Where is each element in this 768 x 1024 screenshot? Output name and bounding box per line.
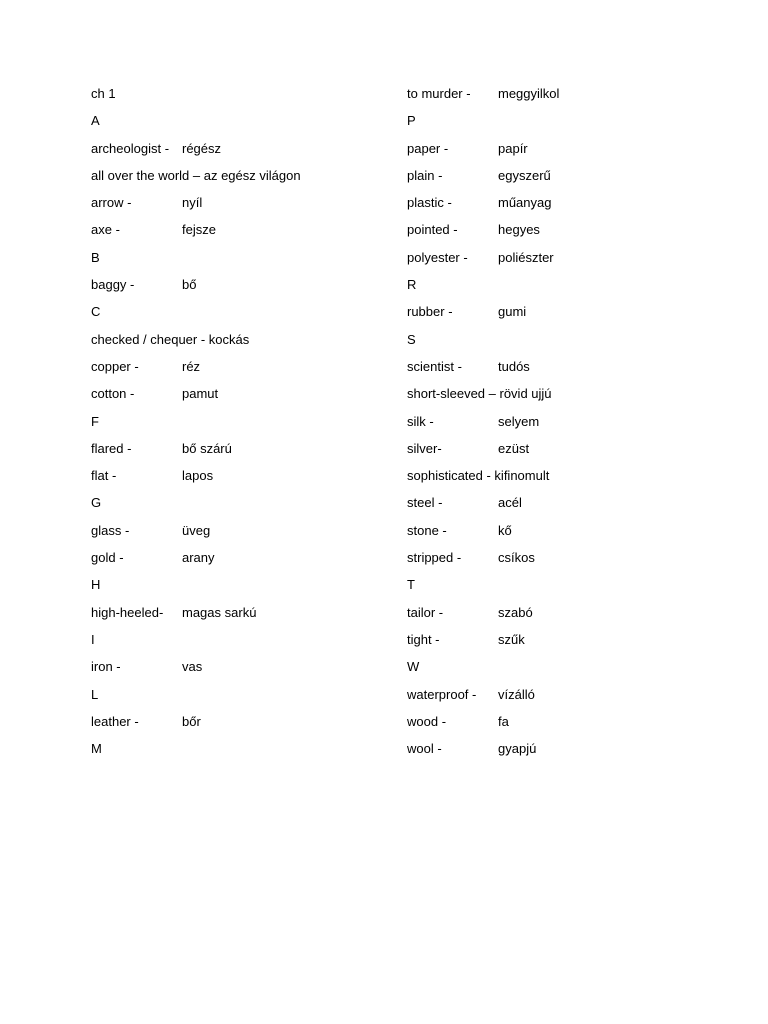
vocab-entry bbox=[91, 658, 391, 685]
vocab-entry bbox=[407, 85, 707, 112]
vocab-translation: acél bbox=[498, 495, 522, 511]
vocab-translation: bőr bbox=[182, 713, 201, 729]
vocabulary-column-left bbox=[91, 85, 391, 767]
vocab-line-text: P bbox=[407, 113, 416, 129]
vocab-entry bbox=[407, 686, 707, 713]
vocab-line bbox=[407, 276, 707, 303]
vocab-line bbox=[91, 303, 391, 330]
vocab-translation: vízálló bbox=[498, 686, 535, 702]
vocab-term: plain - bbox=[407, 167, 443, 183]
vocab-line bbox=[91, 167, 391, 194]
vocab-line-text: S bbox=[407, 331, 416, 347]
vocab-term: copper - bbox=[91, 358, 139, 374]
vocab-term: stripped - bbox=[407, 550, 462, 566]
vocab-translation: fa bbox=[498, 713, 509, 729]
vocab-term: flat - bbox=[91, 468, 117, 484]
vocab-line-text: ch 1 bbox=[91, 86, 116, 101]
vocab-line bbox=[91, 494, 391, 521]
vocab-translation: bő szárú bbox=[182, 440, 232, 456]
vocab-term: polyester - bbox=[407, 249, 468, 265]
vocab-entry bbox=[407, 194, 707, 221]
vocab-term: wool - bbox=[407, 741, 442, 757]
vocab-entry bbox=[407, 358, 707, 385]
vocab-term: high-heeled- bbox=[91, 604, 164, 620]
vocab-line-text: C bbox=[91, 304, 101, 320]
vocab-term: gold - bbox=[91, 550, 124, 566]
vocab-entry bbox=[407, 440, 707, 467]
vocab-entry bbox=[407, 221, 707, 248]
vocab-translation: arany bbox=[182, 550, 215, 566]
vocab-translation: szabó bbox=[498, 604, 533, 620]
vocab-line bbox=[91, 740, 391, 767]
vocab-term: leather - bbox=[91, 713, 139, 729]
vocab-entry bbox=[407, 249, 707, 276]
vocab-term: cotton - bbox=[91, 386, 135, 402]
vocab-entry bbox=[407, 494, 707, 521]
vocab-translation: tudós bbox=[498, 358, 530, 374]
vocab-translation: hegyes bbox=[498, 222, 540, 238]
vocab-entry bbox=[91, 385, 391, 412]
vocab-entry bbox=[91, 276, 391, 303]
vocab-term: axe - bbox=[91, 222, 120, 238]
vocab-term: iron - bbox=[91, 659, 121, 675]
vocab-line bbox=[91, 631, 391, 658]
vocab-translation: poliészter bbox=[498, 249, 554, 265]
vocab-entry bbox=[91, 467, 391, 494]
vocab-entry bbox=[407, 140, 707, 167]
vocab-term: steel - bbox=[407, 495, 443, 511]
vocab-translation: egyszerű bbox=[498, 167, 551, 183]
vocab-line bbox=[91, 112, 391, 139]
vocab-translation: magas sarkú bbox=[182, 604, 257, 620]
vocab-term: archeologist - bbox=[91, 140, 170, 156]
vocab-entry bbox=[91, 522, 391, 549]
vocab-line-text: R bbox=[407, 277, 417, 293]
vocab-line bbox=[91, 576, 391, 603]
vocab-term: rubber - bbox=[407, 304, 453, 320]
vocab-line-text: I bbox=[91, 631, 95, 647]
vocab-entry bbox=[91, 358, 391, 385]
vocab-entry bbox=[91, 604, 391, 631]
vocab-line bbox=[407, 658, 707, 685]
vocab-line bbox=[407, 112, 707, 139]
vocab-term: paper - bbox=[407, 140, 449, 156]
vocab-translation: selyem bbox=[498, 413, 540, 429]
vocab-line-text: W bbox=[407, 659, 420, 675]
vocab-entry bbox=[407, 604, 707, 631]
vocab-entry bbox=[407, 631, 707, 658]
vocab-term: scientist - bbox=[407, 358, 462, 374]
vocab-line-text: short-sleeved – rövid ujjú bbox=[407, 386, 552, 402]
vocab-line bbox=[407, 467, 707, 494]
vocab-entry bbox=[407, 167, 707, 194]
vocab-translation: papír bbox=[498, 140, 528, 156]
vocab-translation: lapos bbox=[182, 468, 214, 484]
vocab-line-text: B bbox=[91, 249, 100, 265]
vocab-entry bbox=[407, 413, 707, 440]
vocab-line bbox=[91, 331, 391, 358]
vocab-entry bbox=[91, 549, 391, 576]
vocab-translation: régész bbox=[182, 140, 222, 156]
vocab-entry bbox=[91, 140, 391, 167]
vocab-line-text: all over the world – az egész világon bbox=[91, 167, 301, 183]
vocab-entry bbox=[407, 303, 707, 330]
vocab-entry bbox=[91, 713, 391, 740]
vocab-line bbox=[91, 249, 391, 276]
vocab-entry bbox=[91, 440, 391, 467]
vocab-entry bbox=[407, 522, 707, 549]
vocab-line-text: checked / chequer - kockás bbox=[91, 331, 250, 347]
vocab-entry bbox=[91, 221, 391, 248]
vocab-line bbox=[91, 686, 391, 713]
vocab-translation: bő bbox=[182, 277, 197, 293]
vocab-translation: vas bbox=[182, 659, 203, 675]
vocab-line bbox=[407, 385, 707, 412]
vocab-translation: nyíl bbox=[182, 195, 203, 211]
vocab-term: silver- bbox=[407, 440, 442, 456]
vocab-line-text: T bbox=[407, 577, 415, 593]
vocab-line-text: sophisticated - kifinomult bbox=[407, 468, 550, 484]
vocab-line bbox=[91, 85, 391, 112]
vocab-line-text: A bbox=[91, 113, 100, 129]
vocab-translation: üveg bbox=[182, 522, 211, 538]
vocab-term: tailor - bbox=[407, 604, 444, 620]
vocab-line bbox=[91, 413, 391, 440]
vocab-entry bbox=[407, 713, 707, 740]
vocab-entry bbox=[407, 549, 707, 576]
vocab-translation: gyapjú bbox=[498, 741, 537, 757]
vocab-translation: pamut bbox=[182, 386, 219, 402]
vocab-term: plastic - bbox=[407, 195, 452, 211]
vocab-line-text: M bbox=[91, 741, 102, 757]
vocab-term: glass - bbox=[91, 522, 130, 538]
vocab-term: wood - bbox=[407, 713, 447, 729]
vocab-translation: meggyilkol bbox=[498, 86, 560, 101]
vocab-entry bbox=[407, 740, 707, 767]
vocab-translation: műanyag bbox=[498, 195, 552, 211]
vocab-term: silk - bbox=[407, 413, 434, 429]
vocab-translation: ezüst bbox=[498, 440, 530, 456]
vocab-line-text: G bbox=[91, 495, 102, 511]
vocab-line bbox=[407, 331, 707, 358]
vocab-entry bbox=[91, 194, 391, 221]
vocabulary-column-right bbox=[407, 85, 707, 767]
vocab-line-text: F bbox=[91, 413, 99, 429]
vocab-translation: csíkos bbox=[498, 550, 535, 566]
vocab-term: waterproof - bbox=[407, 686, 477, 702]
vocab-line bbox=[407, 576, 707, 603]
vocab-term: baggy - bbox=[91, 277, 135, 293]
vocab-translation: réz bbox=[182, 358, 201, 374]
vocab-translation: kő bbox=[498, 522, 512, 538]
vocab-term: stone - bbox=[407, 522, 447, 538]
vocab-term: flared - bbox=[91, 440, 132, 456]
vocab-term: tight - bbox=[407, 631, 440, 647]
vocab-translation: fejsze bbox=[182, 222, 216, 238]
vocab-line-text: L bbox=[91, 686, 99, 702]
vocab-translation: gumi bbox=[498, 304, 527, 320]
vocab-term: pointed - bbox=[407, 222, 458, 238]
vocab-term: to murder - bbox=[407, 86, 471, 101]
vocab-term: arrow - bbox=[91, 195, 132, 211]
vocab-translation: szűk bbox=[498, 631, 525, 647]
vocab-line-text: H bbox=[91, 577, 101, 593]
